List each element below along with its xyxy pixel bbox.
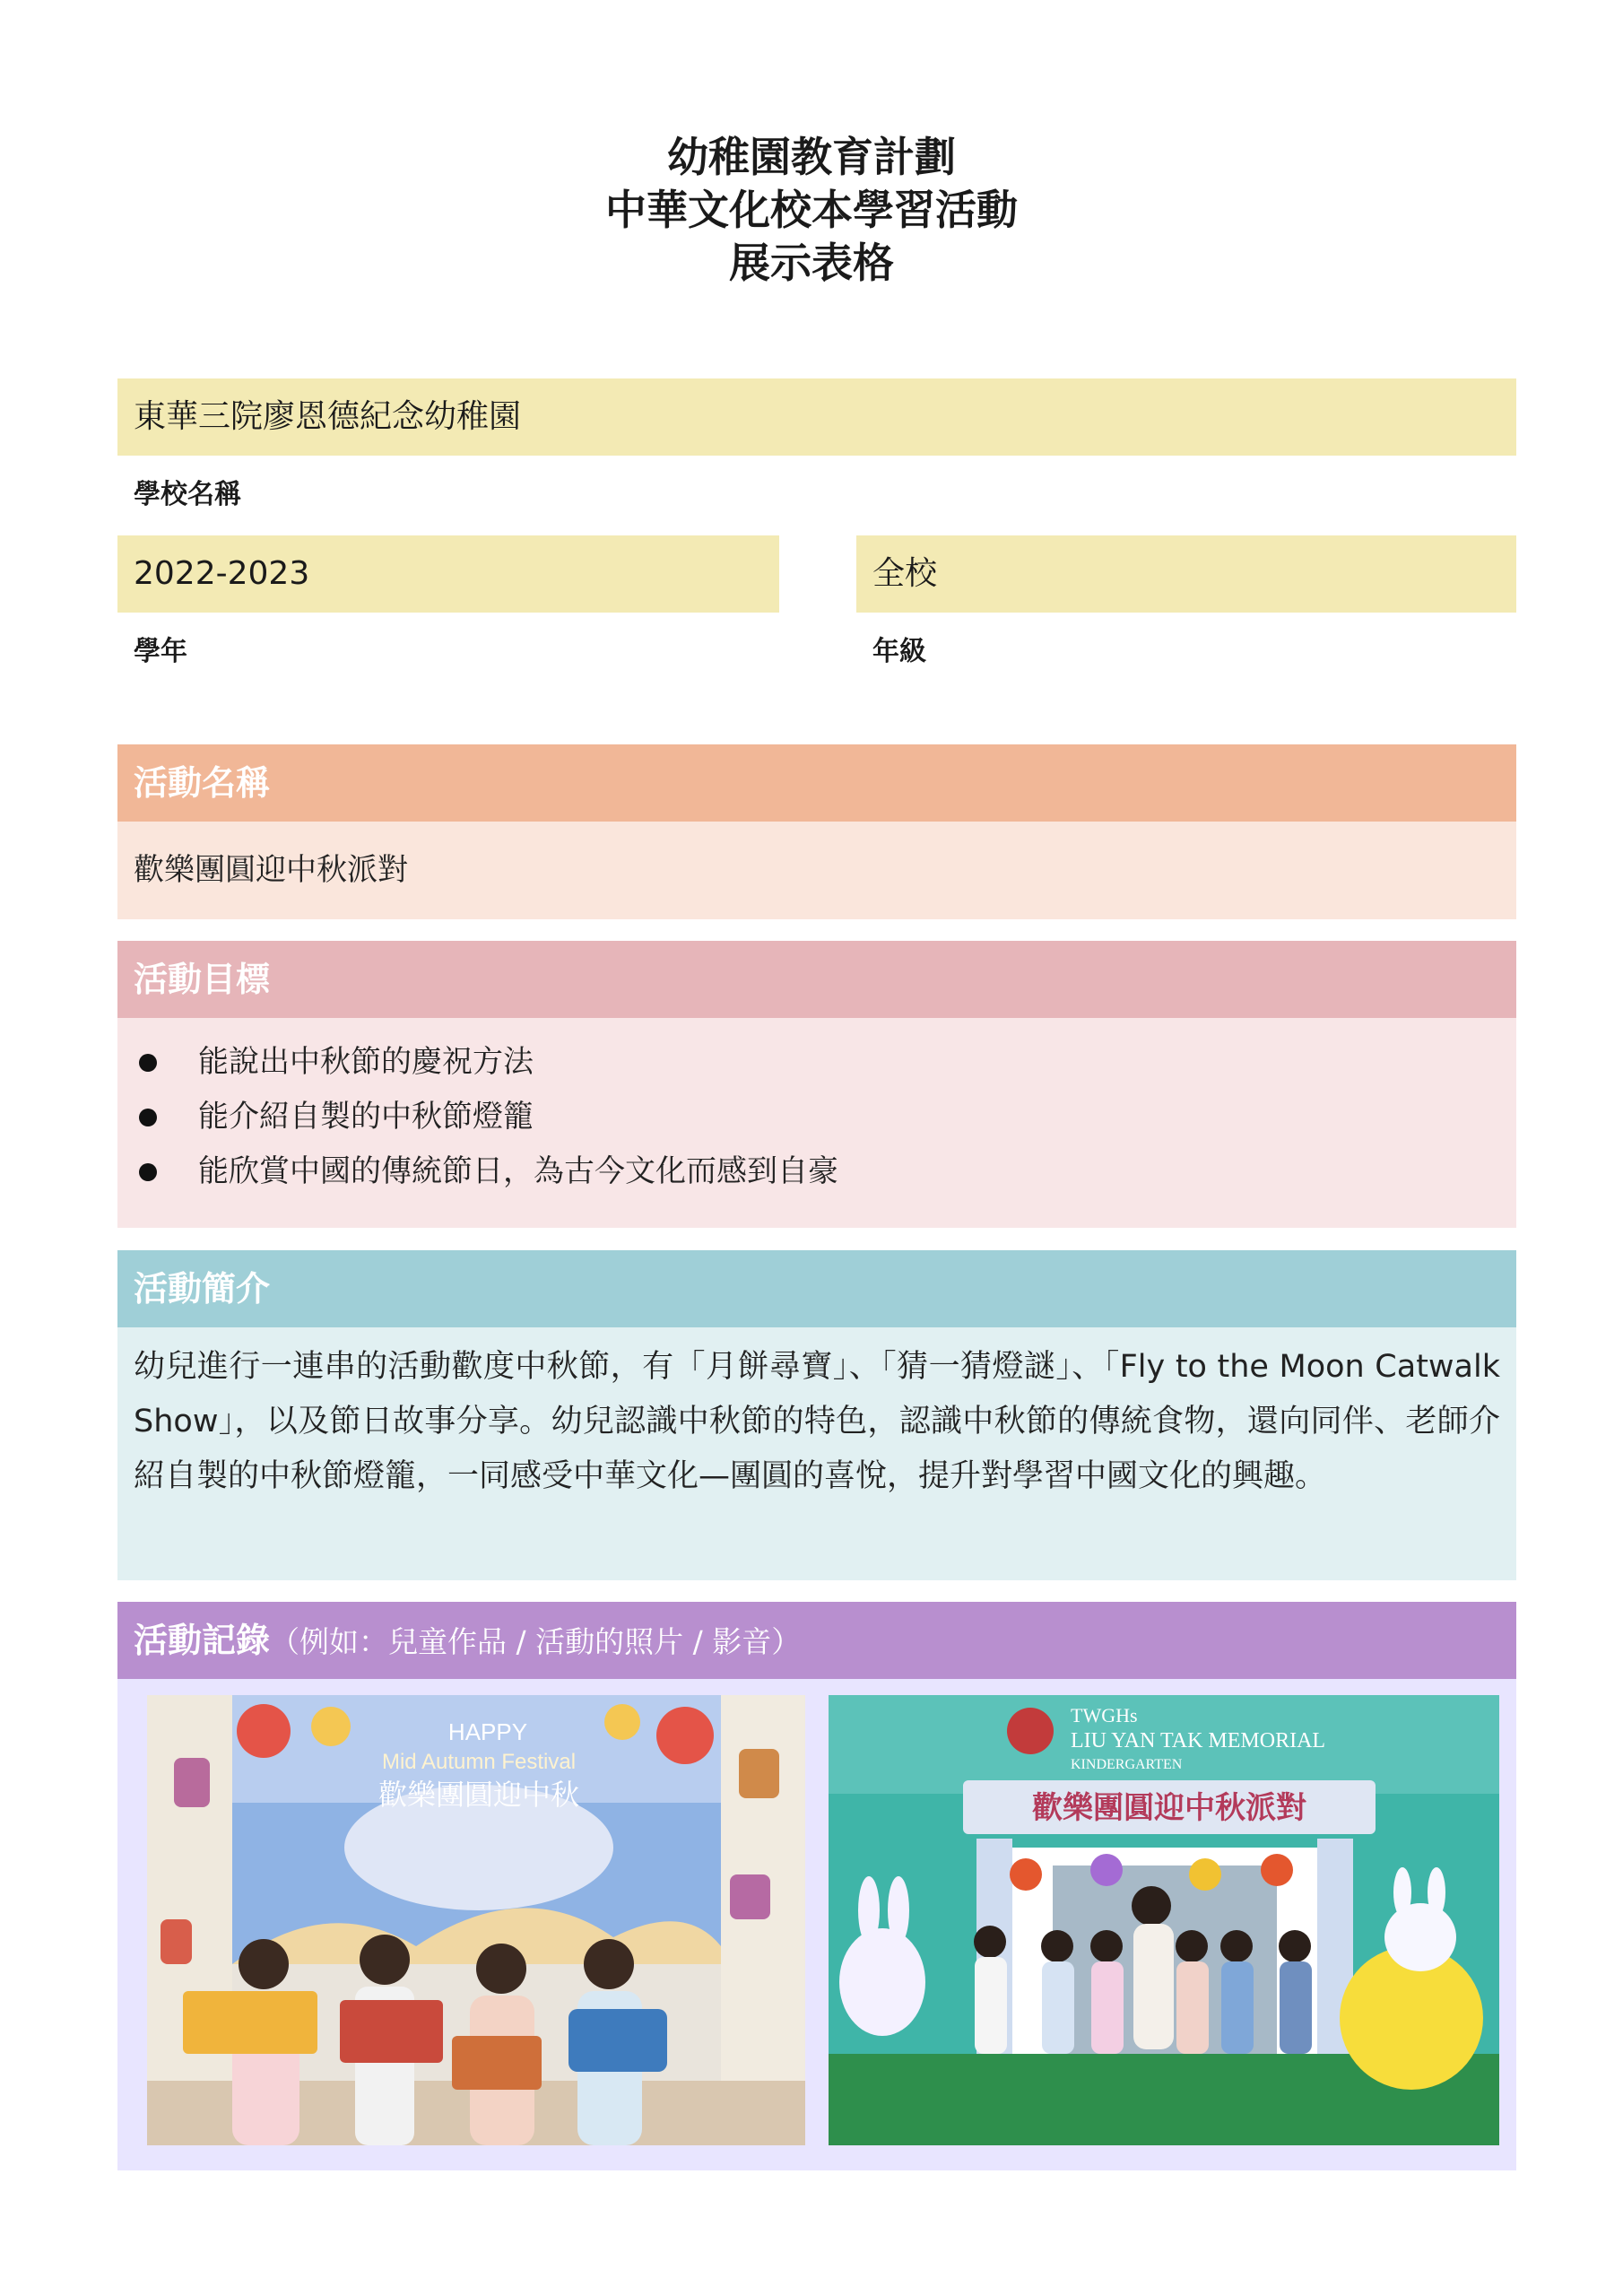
bullet-icon xyxy=(139,1163,157,1181)
svg-text:TWGHs: TWGHs xyxy=(1071,1704,1138,1726)
records-heading: 活動記錄（例如：兒童作品 / 活動的照片 / 影音） xyxy=(117,1602,1516,1679)
activity-photo-1 xyxy=(147,1695,805,2145)
school-year-label: 學年 xyxy=(134,636,187,667)
intro-text: 幼兒進行一連串的活動歡度中秋節，有「月餅尋寶」、「猜一猜燈謎」、「Fly to the Moon Catwalk Show」，以及節日故事分享。幼兒認識中秋節的特色，認識中秋節的傳統食物，還向同伴、老師介紹自製的中秋節燈籠，一同感受中華文化—團圓的喜悅，提升對學習中國文化的興趣。 xyxy=(117,1327,1516,1580)
svg-text:KINDERGARTEN: KINDERGARTEN xyxy=(1071,1757,1183,1772)
objectives-heading: 活動目標 xyxy=(117,941,1516,1018)
list-item: 能介紹自製的中秋節燈籠 xyxy=(134,1090,1500,1144)
school-year-field: 2022-2023 xyxy=(117,535,779,613)
title-line-2: 中華文化校本學習活動 xyxy=(605,186,1018,234)
bullet-icon xyxy=(139,1109,157,1126)
school-name-field: 東華三院廖恩德紀念幼稚園 xyxy=(117,378,1516,456)
grade-label: 年級 xyxy=(872,636,926,667)
photo-1-image xyxy=(147,1695,805,2145)
svg-text:歡樂團圓迎中秋派對: 歡樂團圓迎中秋派對 xyxy=(1032,1790,1306,1826)
school-name-label: 學校名稱 xyxy=(134,479,241,510)
title-line-1: 幼稚園教育計劃 xyxy=(667,133,956,181)
svg-text:LIU YAN TAK MEMORIAL: LIU YAN TAK MEMORIAL xyxy=(1071,1729,1326,1752)
svg-text:HAPPY: HAPPY xyxy=(447,1718,528,1745)
list-item: 能欣賞中國的傳統節日，為古今文化而感到自豪 xyxy=(134,1144,1500,1199)
objectives-body xyxy=(117,1018,1516,1228)
title-line-3: 展示表格 xyxy=(729,239,894,287)
intro-heading: 活動簡介 xyxy=(117,1250,1516,1327)
objectives-list xyxy=(134,1035,1500,1199)
page-title xyxy=(0,131,1623,290)
svg-text:歡樂團圓迎中秋: 歡樂團圓迎中秋 xyxy=(378,1778,580,1812)
photo-2-image xyxy=(829,1695,1499,2145)
activity-name-value: 歡樂團圓迎中秋派對 xyxy=(117,822,1516,919)
activity-name-heading: 活動名稱 xyxy=(117,744,1516,822)
activity-photo-2 xyxy=(829,1695,1499,2145)
bullet-icon xyxy=(139,1054,157,1072)
grade-field: 全校 xyxy=(856,535,1516,613)
svg-text:Mid Autumn Festival: Mid Autumn Festival xyxy=(381,1750,577,1774)
list-item: 能說出中秋節的慶祝方法 xyxy=(134,1035,1500,1090)
